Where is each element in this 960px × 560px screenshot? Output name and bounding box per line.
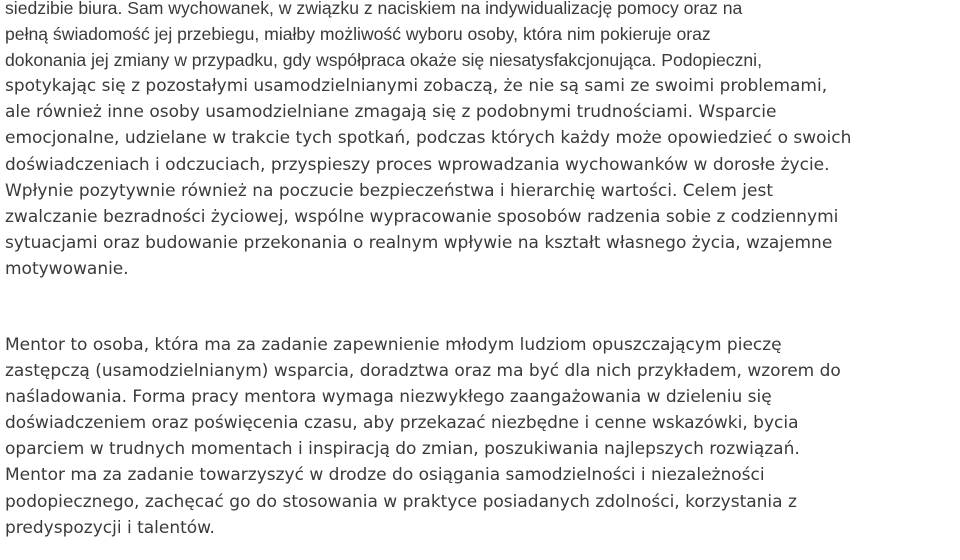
paragraph-2-line: podopiecznego, zachęcać go do stosowania w praktyce posiadanych zdolności, korzystania z (5, 491, 797, 512)
paragraph-2-line: doświadczeniem oraz poświęcenia czasu, aby przekazać niezbędne i cenne wskazówki, bycia (5, 413, 799, 434)
paragraph-2-line: oparciem w trudnych momentach i inspiracją do zmian, poszukiwania najlepszych rozwiązań. (5, 439, 800, 460)
paragraph-1-line: ale również inne osoby usamodzielniane zmagają się z podobnymi trudnościami. Wsparcie (5, 102, 777, 123)
paragraph-2 (5, 332, 841, 541)
paragraph-1-line: siedzibie biura. Sam wychowanek, w związku z naciskiem na indywidualizację pomocy oraz na (5, 0, 743, 18)
paragraph-1-line: pełną świadomość jej przebiegu, miałby możliwość wyboru osoby, która nim pokieruje oraz (5, 24, 711, 45)
paragraph-1-line: emocjonalne, udzielane w trakcie tych spotkań, podczas których każdy może opowiedzieć o swoich (5, 128, 852, 149)
paragraph-2-line: predyspozycji i talentów. (5, 517, 215, 538)
paragraph-1-line: sytuacjami oraz budowanie przekonania o realnym wpływie na kształt własnego życia, wzajemne (5, 232, 833, 253)
paragraph-1-line: zwalczanie bezradności życiowej, wspólne wypracowanie sposobów radzenia sobie z codziennymi (5, 206, 839, 227)
paragraph-1-line: Wpłynie pozytywnie również na poczucie bezpieczeństwa i hierarchię wartości. Celem jest (5, 180, 773, 201)
paragraph-2-line: Mentor to osoba, która ma za zadanie zapewnienie młodym ludziom opuszczającym pieczę (5, 335, 782, 355)
paragraph-1-line: dokonania jej zmiany w przypadku, gdy współpraca okaże się niesatysfakcjonująca. Podopieczni, (5, 50, 762, 71)
paragraph-1-line: spotykając się z pozostałymi usamodzielnianymi zobaczą, że nie są sami ze swoimi problemami, (5, 76, 828, 97)
paragraph-1 (5, 0, 851, 282)
paragraph-1-line: motywowanie. (5, 258, 129, 279)
paragraph-2-line: Mentor ma za zadanie towarzyszyć w drodze do osiągania samodzielności i niezależności (5, 465, 765, 486)
paragraph-2-line: zastępczą (usamodzielnianym) wsparcia, doradztwa oraz ma być dla nich przykładem, wzorem do (5, 361, 841, 382)
paragraph-1-line: doświadczeniach i odczuciach, przyspieszy proces wprowadzania wychowanków w dorosłe życie. (5, 154, 830, 175)
paragraph-2-line: naśladowania. Forma pracy mentora wymaga niezwykłego zaangażowania w dzieleniu się (5, 387, 772, 408)
